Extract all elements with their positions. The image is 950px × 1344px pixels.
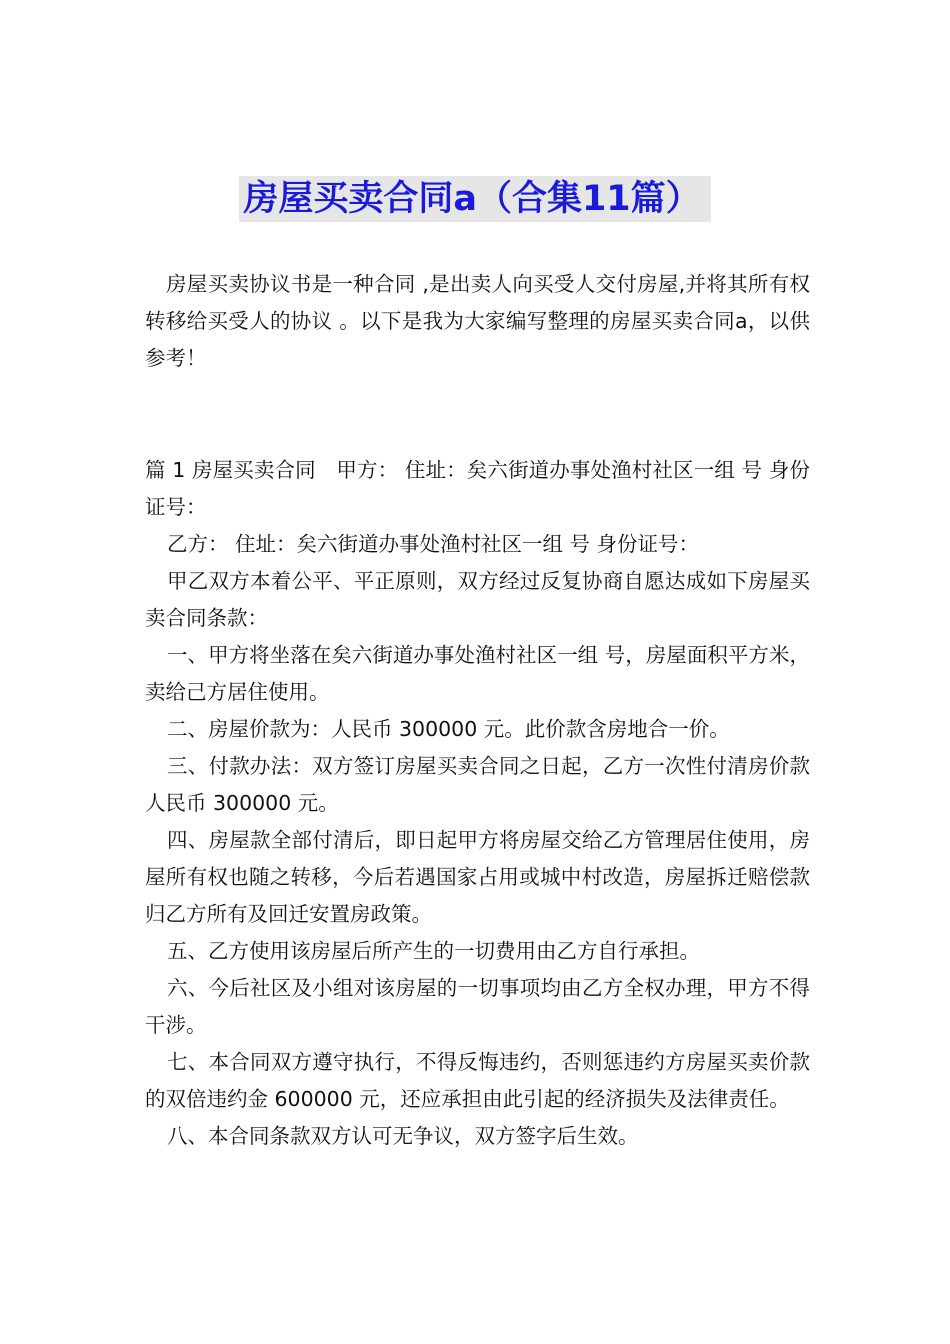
clause-3-paragraph: 三、付款办法：双方签订房屋买卖合同之日起，乙方一次性付清房价款人民币 300000 元。 [145, 754, 810, 815]
clause-8-paragraph: 八、本合同条款双方认可无争议，双方签字后生效。 [167, 1124, 639, 1148]
clause-2-paragraph: 二、房屋价款为：人民币 300000 元。此价款含房地合一价。 [167, 717, 730, 741]
agreement-preamble-paragraph: 甲乙双方本着公平、平正原则，双方经过反复协商自愿达成如下房屋买卖合同条款： [145, 569, 810, 630]
clause-7-paragraph: 七、本合同双方遵守执行，不得反悔违约，否则惩违约方房屋买卖价款的双倍违约金 600000 元，还应承担由此引起的经济损失及法律责任。 [145, 1050, 810, 1111]
clause-6-paragraph: 六、今后社区及小组对该房屋的一切事项均由乙方全权办理，甲方不得干涉。 [145, 976, 810, 1037]
section-gap [145, 377, 810, 452]
clause-5-paragraph: 五、乙方使用该房屋后所产生的一切费用由乙方自行承担。 [167, 939, 700, 963]
contract-heading-paragraph: 篇 1 房屋买卖合同 甲方： 住址：矣六街道办事处渔村社区一组 号 身份证号： [145, 458, 810, 519]
document-title: 房屋买卖合同a（合集11篇） [239, 176, 710, 222]
title-container [0, 176, 950, 222]
intro-paragraph: 房屋买卖协议书是一种合同 ,是出卖人向买受人交付房屋,并将其所有权转移给买受人的协议 。以下是我为大家编写整理的房屋买卖合同a，以供参考！ [145, 272, 810, 370]
clause-4-paragraph: 四、房屋款全部付清后，即日起甲方将房屋交给乙方管理居住使用，房屋所有权也随之转移，今后若遇国家占用或城中村改造，房屋拆迁赔偿款归乙方所有及回迁安置房政策。 [145, 828, 810, 926]
party-b-paragraph: 乙方： 住址：矣六街道办事处渔村社区一组 号 身份证号： [167, 532, 700, 556]
clause-1-paragraph: 一、甲方将坐落在矣六街道办事处渔村社区一组 号，房屋面积平方米，卖给己方居住使用。 [145, 643, 810, 704]
document-body [145, 266, 810, 1155]
